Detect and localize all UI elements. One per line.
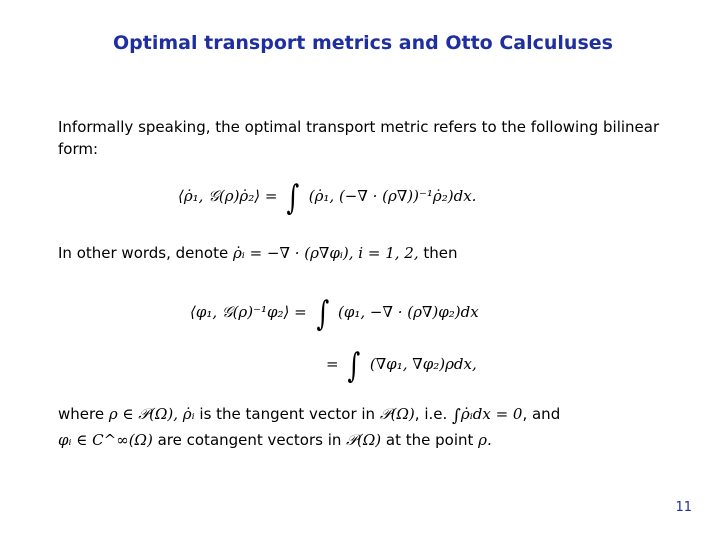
- integral-sign: ∫: [316, 294, 329, 334]
- where-line: [58, 403, 670, 427]
- eq2-rhs: (φ₁, −∇ · (ρ∇)φ₂)dx: [338, 303, 479, 321]
- eq3-rhs: (∇φ₁, ∇φ₂)ρdx,: [369, 355, 477, 373]
- small-integral-sign: ∫: [452, 406, 461, 426]
- where-1: where: [58, 405, 109, 423]
- where-5: , i.e.: [414, 405, 453, 423]
- slide-title: Optimal transport metrics and Otto Calculuses: [113, 32, 613, 54]
- line-2: [58, 242, 670, 264]
- integral-sign: ∫: [347, 346, 361, 386]
- eq1-rhs: (ρ̇₁, (−∇ · (ρ∇))⁻¹ρ̇₂)dx.: [308, 187, 477, 205]
- where-7: , and: [522, 405, 561, 423]
- eq2-lhs: ⟨φ₁, 𝒢(ρ)⁻¹φ₂⟩ =: [190, 303, 307, 321]
- equation-3: [326, 346, 477, 386]
- equation-2: [190, 294, 479, 334]
- where-2: ρ ∈ 𝒫(Ω), ρ̇ᵢ: [108, 405, 195, 423]
- last-line: [58, 429, 670, 451]
- where-6: ρ̇ᵢdx = 0: [460, 405, 523, 423]
- last-3: 𝒫(Ω): [346, 431, 382, 449]
- line2-math: ρ̇ᵢ = −∇ · (ρ∇φᵢ), i = 1, 2,: [232, 244, 419, 262]
- last-1: φᵢ ∈ C^∞(Ω): [58, 431, 153, 449]
- integral-sign: ∫: [286, 178, 300, 218]
- where-3: is the tangent vector in: [194, 405, 380, 423]
- line2-suffix: then: [418, 244, 458, 262]
- last-4: at the point: [381, 431, 479, 449]
- page-number: 11: [675, 500, 692, 515]
- line2-prefix: In other words, denote: [58, 244, 233, 262]
- equation-1: [178, 178, 476, 218]
- last-5: ρ.: [478, 431, 492, 449]
- eq3-lhs: =: [326, 355, 339, 373]
- where-4: 𝒫(Ω): [379, 405, 415, 423]
- intro-text: Informally speaking, the optimal transport metric refers to the following bilinear form:: [58, 118, 660, 158]
- last-2: are cotangent vectors in: [152, 431, 347, 449]
- eq1-lhs: ⟨ρ̇₁, 𝒢(ρ)ρ̇₂⟩ =: [178, 187, 278, 205]
